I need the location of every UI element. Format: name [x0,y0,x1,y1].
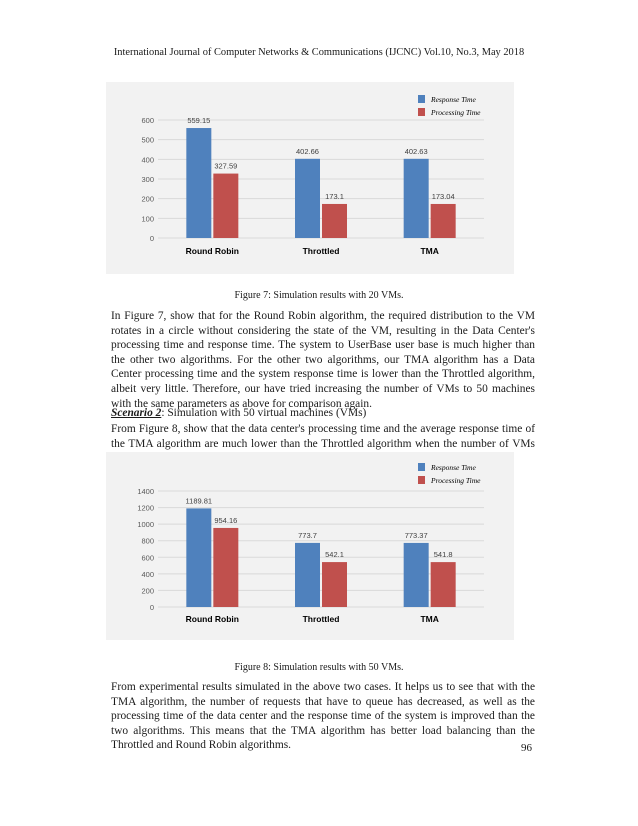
y-tick-label: 200 [141,194,154,204]
page-number: 96 [521,742,532,754]
paragraph-conclusion: From experimental results simulated in the above two cases. It helps us to see that with the TMA algorithm, the number of requests that have to queue has decreased, as well as the processing time of the data center and the response time of the system is improved than the two algorithms. This means that the TMA algorithm has better load balancing than the Throttled and Round Robin algorithms. [111,681,535,752]
y-tick-label: 1000 [137,520,154,530]
figure-8-svg [106,452,514,640]
legend-label: Processing Time [431,476,481,485]
y-tick-label: 600 [141,116,154,125]
data-label: 954.16 [214,515,238,525]
figure-7-chart [106,82,514,274]
response-time-bar [295,159,320,238]
response-time-bar [404,159,429,238]
processing-time-bar [322,204,347,238]
y-tick-label: 300 [141,175,154,184]
data-label: 173.04 [431,191,455,201]
data-label: 1189.81 [185,496,213,506]
data-label: 173.1 [325,191,344,201]
legend-swatch [418,463,425,471]
processing-time-bar [213,528,238,607]
scenario-text: : Simulation with 50 virtual machines (VMs) [161,407,367,419]
figure-8-chart [106,452,514,640]
paragraph-figure-8-intro: From Figure 8, show that the data center's processing time and the average response time of the TMA algorithm are much lower than the Throttled algorithm when the number of VMs [111,423,535,450]
category-label: Throttled [302,614,340,624]
y-tick-label: 0 [149,234,154,243]
figure-7-svg [106,82,514,274]
y-tick-label: 200 [141,586,154,596]
y-tick-label: 1400 [137,487,154,496]
scenario-label: Scenario 2 [111,407,162,419]
category-label: Round Robin [185,614,240,624]
category-label: Throttled [302,246,340,256]
legend-label: Response Time [431,95,476,104]
y-tick-label: 800 [141,536,154,546]
y-tick-label: 400 [141,569,154,579]
legend-label: Response Time [431,463,476,472]
data-label: 541.8 [433,550,453,560]
data-label: 773.37 [404,530,428,540]
response-time-bar [186,508,211,607]
processing-time-bar [213,174,238,238]
response-time-bar [186,128,211,238]
y-tick-label: 600 [141,553,154,563]
legend-label: Processing Time [431,108,481,117]
legend-swatch [418,108,425,116]
y-tick-label: 1200 [137,503,154,513]
data-label: 402.66 [296,146,319,156]
data-label: 402.63 [404,146,428,156]
figure-7-caption: Figure 7: Simulation results with 20 VMs. [234,290,404,301]
scenario-2-heading [111,406,535,421]
y-tick-label: 100 [141,214,154,224]
response-time-bar [295,543,320,607]
journal-header: International Journal of Computer Networks & Communications (IJCNC) Vol.10, No.3, May 2018 [113,47,525,58]
data-label: 542.1 [325,550,344,560]
data-label: 327.59 [214,161,238,171]
category-label: Round Robin [185,246,240,256]
paragraph-figure-7-discussion: In Figure 7, show that for the Round Robin algorithm, the required distribution to the VM rotates in a circle without considering the state of the VM, resulting in the Data Center's processing time and response time. The system to UserBase user base is much higher than the other two algorithms. For the other two algorithms, our TMA algorithm has a Data Center processing time and the system response time is lower than the Throttled algorithm, albeit very little. Therefore, our have tried increasing the number of VMs to 50 machines with the same parameters as above for comparison again. [111,310,535,410]
y-tick-label: 400 [141,155,154,165]
data-label: 559.15 [187,116,211,126]
legend-swatch [418,95,425,103]
legend-swatch [418,476,425,484]
processing-time-bar [322,562,347,607]
y-tick-label: 0 [149,603,154,612]
response-time-bar [404,543,429,607]
y-tick-label: 500 [141,135,154,145]
figure-8-caption: Figure 8: Simulation results with 50 VMs. [234,662,404,673]
category-label: TMA [420,246,439,256]
processing-time-bar [431,204,456,238]
processing-time-bar [431,562,456,607]
category-label: TMA [420,614,439,624]
data-label: 773.7 [298,530,317,540]
